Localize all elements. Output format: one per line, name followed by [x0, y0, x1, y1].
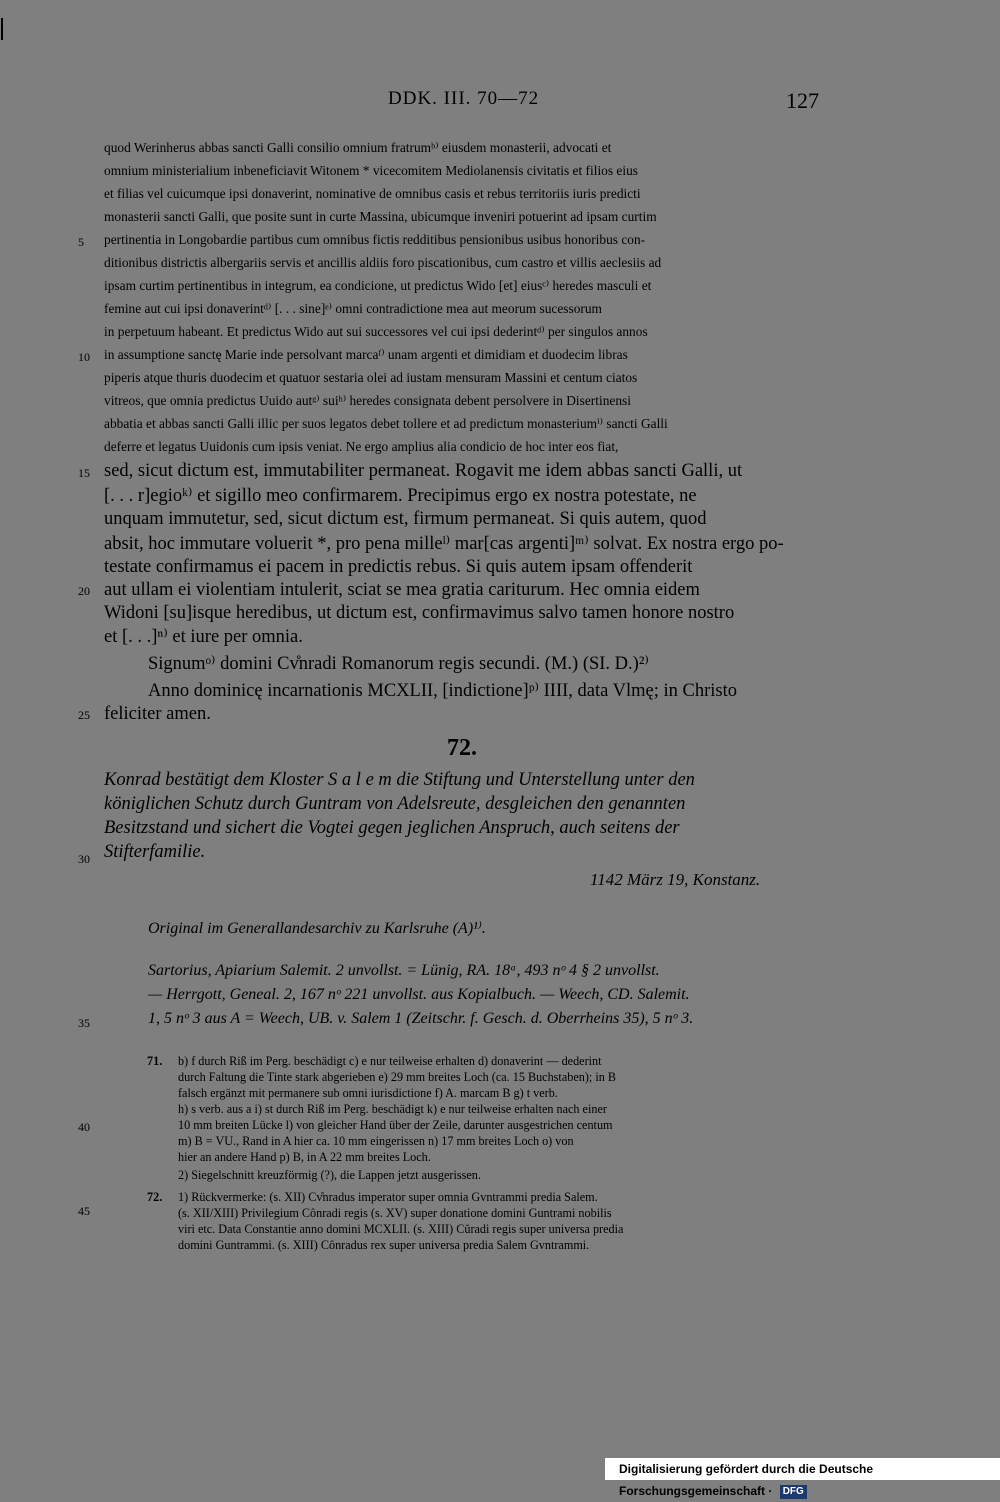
note-line: hier an andere Hand p) B, in A 22 mm breites Loch. [178, 1150, 431, 1164]
body-line: aut ullam ei violentiam intulerit, sciat se mea gratia cariturum. Hec omnia eidem [104, 580, 700, 600]
note-line: m) B = VU., Rand in A hier ca. 10 mm eingerissen n) 17 mm breites Loch o) von [178, 1134, 574, 1148]
body-line: unquam immutetur, sed, sicut dictum est, firmum permaneat. Si quis autem, quod [104, 509, 707, 529]
line-number: 40 [78, 1120, 90, 1134]
body-line: Widoni [su]isque heredibus, ut dictum est, confirmavimus salvo tamen honore nostro [104, 603, 735, 623]
note-line: h) s verb. aus a i) st durch Riß im Perg. beschädigt k) e nur teilweise erhalten nach einer [178, 1102, 607, 1116]
note-line: (s. XII/XIII) Privilegium Cônradi regis (s. XV) super donatione domini Guntrami nobilis [178, 1206, 612, 1220]
notes-label: 71. [147, 1054, 163, 1068]
page-number: 127 [786, 88, 819, 113]
line-number: 35 [78, 1016, 90, 1030]
running-header: DDK. III. 70—72 [388, 88, 540, 109]
funding-footer [605, 1458, 1000, 1498]
line-number: 25 [78, 708, 90, 722]
note-line: b) f durch Riß im Perg. beschädigt c) e nur teilweise erhalten d) donaverint — dederint [178, 1054, 602, 1068]
notes-label: 72. [147, 1190, 163, 1204]
signum-line: Signumᵒ⁾ domini Cv̊nradi Romanorum regis secundi. (M.) (SI. D.)²⁾ [148, 654, 649, 674]
datum-line: Anno dominicę incarnationis MCXLII, [indictione]ᵖ⁾ IIII, data Vlmę; in Christo [148, 681, 737, 701]
line-number: 5 [78, 235, 84, 249]
body-line: piperis atque thuris duodecim et quatuor sestaria olei ad iustam mensuram Massini et centum ciatos [104, 370, 638, 385]
body-line: vitreos, que omnia predictus Uuido autᵍ⁾ suiʰ⁾ heredes consignata debent persolvere in Disertinensi [104, 393, 631, 408]
editions-line: Sartorius, Apiarium Salemit. 2 unvollst. = Lünig, RA. 18ᵃ, 493 nᵒ 4 § 2 unvollst. [148, 962, 660, 979]
line-number: 30 [78, 852, 90, 866]
body-line: feliciter amen. [104, 704, 211, 724]
note-line: viri etc. Data Constantie anno domini MCXLII. (s. XIII) Cŭradi regis super universa predia [178, 1222, 624, 1236]
body-line: omnium ministerialium inbeneficiavit Witonem * vicecomitem Mediolanensis civitatis et filios eius [104, 163, 638, 178]
original-tradition: Original im Generallandesarchiv zu Karlsruhe (A)¹⁾. [148, 920, 486, 937]
note-line: falsch ergänzt mit permanere sub omni iurisdictione f) A. marcam B g) t verb. [178, 1086, 558, 1100]
page-edge-mark [1, 18, 3, 40]
body-line: et [. . .]ⁿ⁾ et iure per omnia. [104, 627, 303, 647]
note-line: domini Guntrammi. (s. XIII) Cônradus rex super universa predia Salem Gvntrammi. [178, 1238, 590, 1252]
summary-line: königlichen Schutz durch Guntram von Adelsreute, desgleichen den genannten [104, 794, 686, 814]
body-line: sed, sicut dictum est, immutabiliter permaneat. Rogavit me idem abbas sancti Galli, ut [104, 461, 743, 481]
body-line: in assumptione sanctę Marie inde persolvant marcaᶠ⁾ unam argenti et dimidiam et duodecim libras [104, 347, 628, 362]
footer-text: Digitalisierung gefördert durch die Deutsche Forschungsgemeinschaft · [619, 1462, 874, 1498]
body-line: abbatia et abbas sancti Galli illic per suos legatos debet tollere et ad predictum monasteriumⁱ⁾ sancti Galli [104, 416, 668, 431]
body-line: [. . . r]egioᵏ⁾ et sigillo meo confirmarem. Precipimus ergo ex nostra potestate, ne [104, 486, 697, 506]
line-number: 20 [78, 584, 90, 598]
body-line: et filias vel cuicumque ipsi donaverint, nominative de omnibus casis et rebus territoriis iuris predicti [104, 186, 641, 201]
body-line: ditionibus districtis albergariis servis et ancillis aldiis foro piscationibus, cum castro et villis aeclesiis ad [104, 255, 662, 270]
note-line: 10 mm breiten Lücke l) von gleicher Hand über der Zeile, darunter ausgestrichen centum [178, 1118, 613, 1132]
note-line: durch Faltung die Tinte stark abgerieben e) 29 mm breites Loch (ca. 15 Buchstaben); in B [178, 1070, 616, 1084]
body-line: ipsam curtim pertinentibus in integrum, ea condicione, ut predictus Wido [et] eiusᶜ⁾ heredes masculi et [104, 278, 652, 293]
summary-line: Stifterfamilie. [104, 842, 206, 862]
body-line: in perpetuum habeant. Et predictus Wido aut sui successores vel cui ipsi dederintᵈ⁾ per singulos annos [104, 324, 648, 339]
line-number: 15 [78, 466, 90, 480]
summary-line: Besitzstand und sichert die Vogtei gegen jeglichen Anspruch, auch seitens der [104, 818, 680, 838]
body-line: absit, hoc immutare voluerit *, pro pena milleˡ⁾ mar[cas argenti]ᵐ⁾ solvat. Ex nostra ergo po- [104, 534, 784, 554]
document-number: 72. [447, 735, 477, 761]
line-number: 45 [78, 1204, 90, 1218]
body-line: pertinentia in Longobardie partibus cum omnibus fictis redditibus pensionibus usibus honoribus con- [104, 232, 646, 247]
document-date: 1142 März 19, Konstanz. [590, 870, 761, 889]
body-line: femine aut cui ipsi donaverintᵈ⁾ [. . . sine]ᵉ⁾ omni contradictione mea aut meorum sucessorum [104, 301, 602, 316]
editions-line: 1, 5 nᵒ 3 aus A = Weech, UB. v. Salem 1 (Zeitschr. f. Gesch. d. Oberrheins 35), 5 nᵒ 3. [148, 1010, 694, 1027]
note-line: 1) Rückvermerke: (s. XII) Cv̊nradus imperator super omnia Gvntrammi predia Salem. [178, 1190, 598, 1204]
body-line: monasterii sancti Galli, que posite sunt in curte Massina, ubicumque inveniri potuerint ad ipsam curtim [104, 209, 657, 224]
line-number: 10 [78, 350, 90, 364]
editions-line: — Herrgott, Geneal. 2, 167 nᵒ 221 unvollst. aus Kopialbuch. — Weech, CD. Salemit. [148, 986, 690, 1003]
summary-line: Konrad bestätigt dem Kloster S a l e m die Stiftung und Unterstellung unter den [104, 770, 695, 790]
body-line: quod Werinherus abbas sancti Galli consilio omnium fratrumᵇ⁾ eiusdem monasterii, advocati et [104, 140, 612, 155]
body-line: testate confirmamus ei pacem in predictis rebus. Si quis autem ipsam offenderit [104, 557, 693, 577]
body-line: deferre et legatus Uuidonis cum ipsis veniat. Ne ergo amplius alia condicio de hoc inter eos fiat, [104, 439, 619, 454]
note-line: 2) Siegelschnitt kreuzförmig (?), die Lappen jetzt ausgerissen. [178, 1168, 481, 1182]
dfg-logo: DFG [780, 1485, 807, 1499]
